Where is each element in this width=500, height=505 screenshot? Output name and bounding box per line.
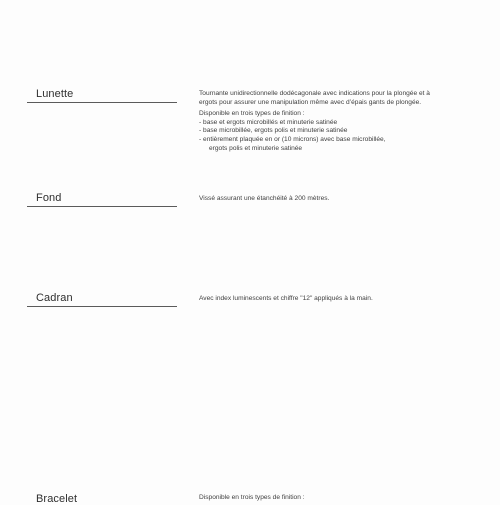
section-body (199, 494, 489, 503)
finish-item: - base microbillée, ergots polis et minuterie satinée (199, 127, 348, 135)
body-line: ergots pour assurer une manipulation même avec d’épais gants de plongée. (199, 98, 422, 106)
heading-rule (27, 206, 177, 207)
body-line: Avec index luminescents et chiffre "12" appliqués à la main. (199, 295, 373, 302)
finish-item: - entièrement plaquée en or (10 microns) avec base microbillée, (199, 135, 386, 143)
finish-intro: Disponible en trois types de finition : (199, 110, 305, 118)
body-line: Vissé assurant une étanchéité à 200 mètres. (199, 195, 330, 202)
section-body (199, 295, 489, 304)
section-heading: Fond (36, 192, 62, 204)
section-heading: Cadran (36, 292, 73, 304)
section-body (199, 90, 489, 153)
section-heading: Bracelet (36, 493, 78, 505)
heading-rule (27, 306, 177, 307)
body-line: Disponible en trois types de finition : (199, 494, 305, 501)
body-line: Tournante unidirectionnelle dodécagonale avec indications pour la plongée et à (199, 90, 430, 97)
heading-rule (27, 102, 177, 103)
finish-item: - base et ergots microbillés et minuterie satinée (199, 118, 338, 126)
section-body (199, 195, 489, 204)
finish-item-continuation: ergots polis et minuterie satinée (209, 144, 303, 152)
section-heading: Lunette (36, 88, 74, 100)
